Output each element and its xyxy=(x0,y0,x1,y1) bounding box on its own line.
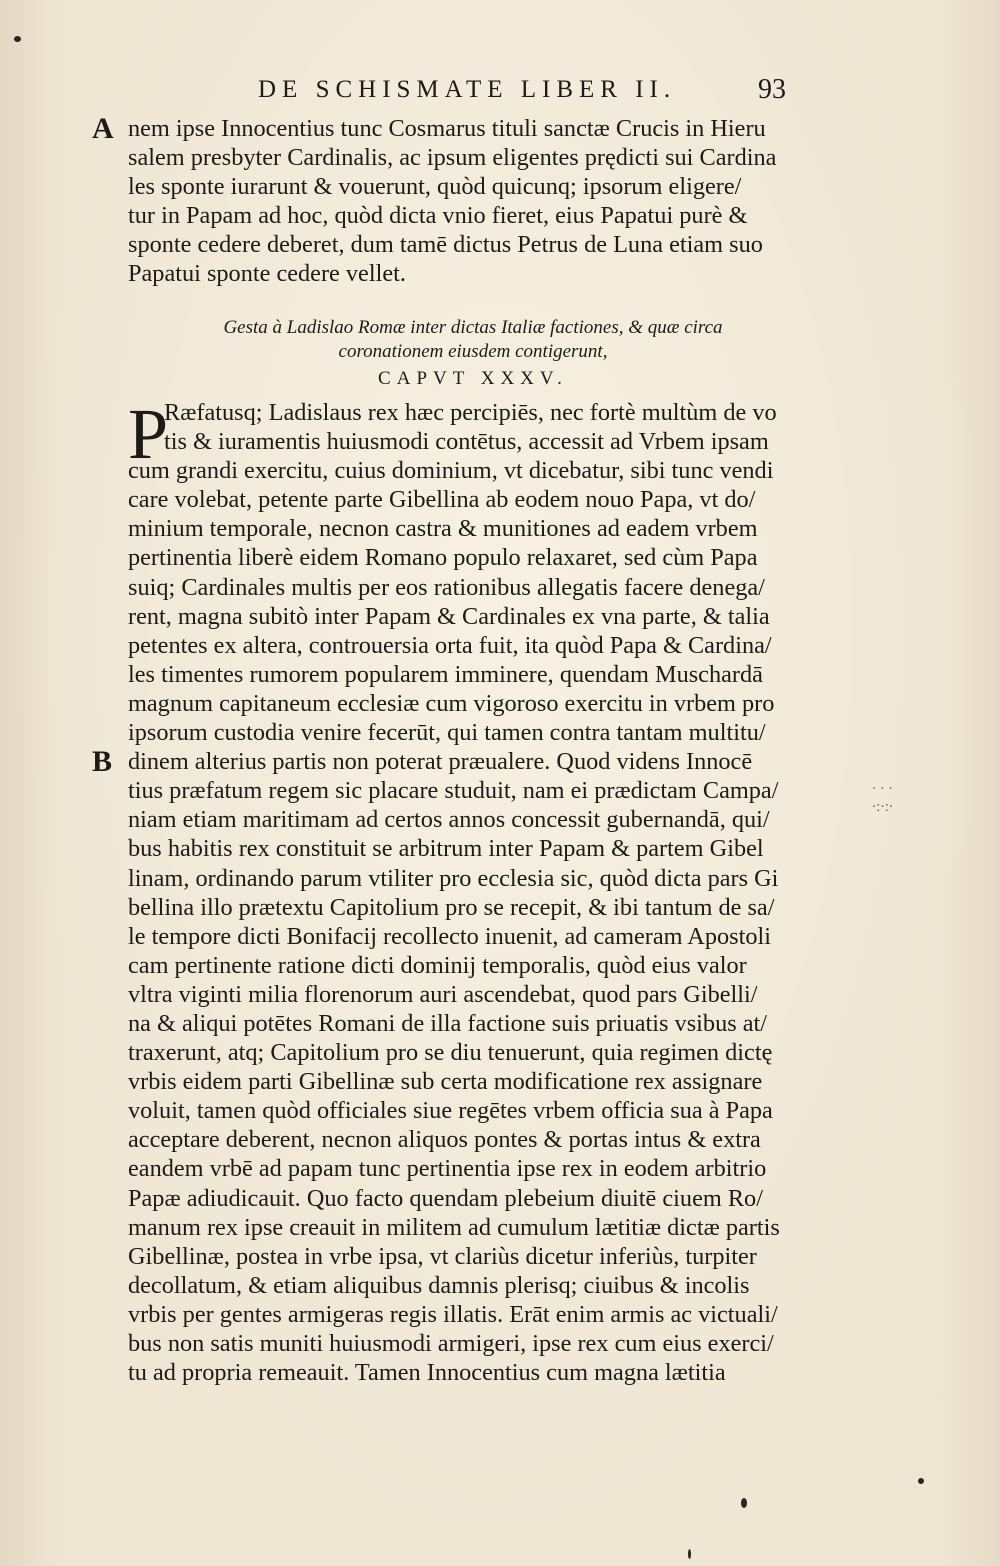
margin-mark: ·:·:· xyxy=(872,800,894,815)
text-line: na & aliqui potētes Romani de illa factione suis priuatis vsibus at/ xyxy=(128,1009,768,1037)
text-line: dinem alterius partis non poterat præualere. Quod videns Innocē xyxy=(128,748,753,776)
text-line: traxerunt, atq; Capitolium pro se diu tenuerunt, quia regimen dictę xyxy=(128,1039,773,1067)
running-head: DE SCHISMATE LIBER II. xyxy=(258,76,677,103)
ink-speck xyxy=(688,1549,691,1559)
text-line: magnum capitaneum ecclesiæ cum vigoroso exercitu in vrbem pro xyxy=(128,689,775,717)
text-line: acceptare deberent, necnon aliquos pontes & portas intus & extra xyxy=(128,1126,761,1154)
margin-mark: · · · xyxy=(872,782,893,797)
text-line: nem ipse Innocentius tunc Cosmarus tituli sanctæ Crucis in Hieru xyxy=(128,115,766,142)
text-line: tius præfatum regem sic placare studuit, nam ei prædictam Campa/ xyxy=(128,777,779,805)
text-line: cam pertinente ratione dicti dominij temporalis, quòd eius valor xyxy=(128,951,747,979)
text-line: les sponte iurarunt & vouerunt, quòd quicunq; ipsorum eligere/ xyxy=(128,173,742,201)
text-line: minium temporale, necnon castra & munitiones ad eadem vrbem xyxy=(128,515,758,543)
text-line: decollatum, & etiam aliquibus damnis plerisq; ciuibus & incolis xyxy=(128,1271,750,1299)
text-line: Gibellinæ, postea in vrbe ipsa, vt clariùs dicetur inferiùs, turpiter xyxy=(128,1242,757,1270)
text-line: les timentes rumorem popularem imminere, quendam Muschardā xyxy=(128,660,763,688)
text-line: vrbis eidem parti Gibellinæ sub certa modificatione rex assignare xyxy=(128,1068,763,1096)
text-line: bus habitis rex constituit se arbitrum inter Papam & partem Gibel xyxy=(128,835,764,863)
text-line: salem presbyter Cardinalis, ac ipsum eligentes prędicti sui Cardina xyxy=(128,144,777,172)
text-line: Papatui sponte cedere vellet. xyxy=(128,260,406,288)
text-line: Ræfatusq; Ladislaus rex hæc percipiēs, nec fortè multùm de vo xyxy=(164,399,777,426)
text-line: petentes ex altera, controuersia orta fuit, ita quòd Papa & Cardina/ xyxy=(128,631,772,659)
ink-speck xyxy=(14,36,21,42)
opening-paragraph xyxy=(128,114,818,289)
text-line: ipsorum custodia venire fecerūt, qui tamen contra tantam multitu/ xyxy=(128,719,766,747)
text-line: linam, ordinando parum vtiliter pro ecclesia sic, quòd dicta pars Gi xyxy=(128,864,779,892)
text-line: tis & iuramentis huiusmodi contētus, accessit ad Vrbem ipsam xyxy=(164,428,769,456)
chapter-title-line-1: Gesta à Ladislao Romæ inter dictas Italiæ factiones, & quæ circa xyxy=(223,317,723,338)
text-line: pertinentia liberè eidem Romano populo relaxaret, sed cùm Papa xyxy=(128,544,758,572)
text-line: niam etiam maritimam ad certos annos concessit gubernandā, qui/ xyxy=(128,806,770,834)
text-line: suiq; Cardinales multis per eos rationibus allegatis facere denega/ xyxy=(128,573,765,601)
ink-speck xyxy=(741,1498,747,1508)
text-line: manum rex ipse creauit in militem ad cumulum lætitiæ dictæ partis xyxy=(128,1213,780,1241)
drop-capital: P xyxy=(128,394,169,474)
text-line: bellina illo prætextu Capitolium pro se recepit, & ibi tantum de sa/ xyxy=(128,893,775,921)
text-line: tu ad propria remeauit. Tamen Innocentius cum magna lætitia xyxy=(128,1359,726,1387)
text-line: sponte cedere deberet, dum tamē dictus Petrus de Luna etiam suo xyxy=(128,231,763,259)
margin-letter-a: A xyxy=(92,112,114,145)
text-line: cum grandi exercitu, cuius dominium, vt dicebatur, sibi tunc vendi xyxy=(128,457,774,485)
text-line: le tempore dicti Bonifacij recollecto inuenit, ad cameram Apostoli xyxy=(128,922,771,950)
text-line: vltra viginti milia florenorum auri ascendebat, quod pars Gibelli/ xyxy=(128,980,758,1008)
ink-speck xyxy=(918,1478,924,1484)
page-number: 93 xyxy=(758,74,786,105)
chapter-number: CAPVT XXXV. xyxy=(378,368,568,389)
text-line: voluit, tamen quòd officiales siue regētes vrbem officia sua à Papa xyxy=(128,1097,773,1125)
text-line: eandem vrbē ad papam tunc pertinentia ipse rex in eodem arbitrio xyxy=(128,1155,767,1183)
text-line: vrbis per gentes armigeras regis illatis. Erāt enim armis ac victuali/ xyxy=(128,1300,778,1328)
chapter-paragraph xyxy=(128,394,818,1387)
text-line: Papæ adiudicauit. Quo facto quendam plebeium diuitē ciuem Ro/ xyxy=(128,1184,763,1212)
margin-letter-b: B xyxy=(92,745,113,778)
text-line: care volebat, petente parte Gibellina ab eodem nouo Papa, vt do/ xyxy=(128,486,756,514)
text-line: rent, magna subitò inter Papam & Cardinales ex vna parte, & talia xyxy=(128,602,770,630)
text-line: bus non satis muniti huiusmodi armigeri, ipse rex cum eius exerci/ xyxy=(128,1330,774,1357)
chapter-title-line-2: coronationem eiusdem contigerunt, xyxy=(338,341,608,362)
text-line: tur in Papam ad hoc, quòd dicta vnio fieret, eius Papatui purè & xyxy=(128,202,748,230)
